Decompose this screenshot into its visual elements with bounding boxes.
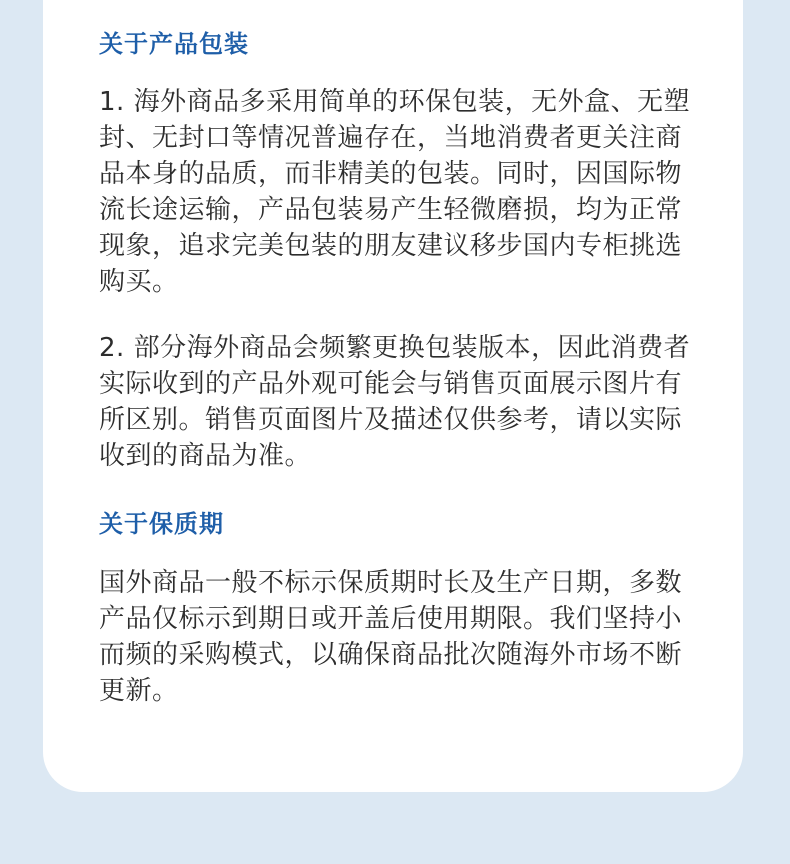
shelf-life-paragraph: 国外商品一般不标示保质期时长及生产日期，多数产品仅标示到期日或开盖后使用期限。我们坚持小而频的采购模式，以确保商品批次随海外市场不断更新。 xyxy=(99,568,683,706)
packaging-paragraph-1: 1. 海外商品多采用简单的环保包装，无外盒、无塑封、无封口等情况普遍存在，当地消费者更关注商品本身的品质，而非精美的包装。同时，因国际物流长途运输，产品包装易产生轻微磨损，均为正常现象，追求完美包装的朋友建议移步国内专柜挑选购买。 xyxy=(99,87,691,297)
section-title-shelf-life: 关于保质期 xyxy=(99,510,224,538)
info-card xyxy=(43,0,743,792)
section-title-packaging: 关于产品包装 xyxy=(99,30,249,58)
packaging-paragraph-2: 2. 部分海外商品会频繁更换包装版本，因此消费者实际收到的产品外观可能会与销售页面展示图片有所区别。销售页面图片及描述仅供参考，请以实际收到的商品为准。 xyxy=(99,333,691,471)
